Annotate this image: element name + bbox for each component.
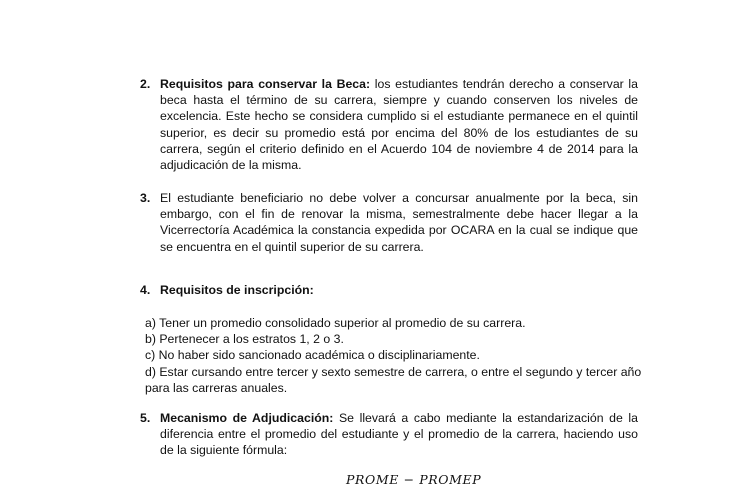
list-item: para las carreras anuales. bbox=[145, 380, 288, 395]
list-item: b) Pertenecer a los estratos 1, 2 o 3. bbox=[145, 332, 344, 347]
item-text: los estudiantes tendrán derecho a conservar la beca hasta el término de su carrera, siempre y cuando conserven los niveles de excelencia. Este hecho se considera cumplido si el estudiante permanece en el quintil superior, es decir su promedio está por encima del 80% de los estudiantes de su carrera, según el criterio definido en el Acuerdo 104 de noviembre 4 de 2014 para la adjudicación de la misma. bbox=[160, 77, 638, 173]
item-number: 2. bbox=[140, 77, 151, 91]
requirements-list bbox=[145, 315, 642, 396]
item-body bbox=[160, 410, 638, 459]
item-body bbox=[160, 76, 638, 173]
item-number: 5. bbox=[140, 411, 151, 425]
item-number: 4. bbox=[140, 283, 151, 297]
formula: PROME − PROMEP bbox=[346, 472, 482, 487]
item-5 bbox=[140, 410, 639, 459]
list-item: a) Tener un promedio consolidado superior al promedio de su carrera. bbox=[145, 316, 526, 330]
item-2 bbox=[140, 76, 638, 173]
item-number: 3. bbox=[140, 191, 151, 205]
item-3 bbox=[140, 190, 638, 255]
list-item: d) Estar cursando entre tercer y sexto semestre de carrera, o entre el segundo y tercer año bbox=[145, 364, 642, 379]
item-4 bbox=[140, 282, 638, 298]
item-text: El estudiante beneficiario no debe volver a concursar anualmente por la beca, sin embargo, con el fin de renovar la misma, semestralmente debe hacer llegar a la Vicerrectoría Académica la constancia expedida por OCARA en la cual se indique que se encuentra en el quintil superior de su carrera. bbox=[160, 191, 638, 254]
list-item: c) No haber sido sancionado académica o disciplinariamente. bbox=[145, 348, 480, 363]
item-title: Mecanismo de Adjudicación: bbox=[160, 411, 334, 425]
item-title: Requisitos para conservar la Beca: bbox=[160, 77, 371, 91]
item-title: Requisitos de inscripción: bbox=[160, 283, 314, 297]
item-text: Se llevará a cabo mediante la estandarización de la diferencia entre el promedio del estudiante y el promedio de la carrera, haciendo uso de la siguiente fórmula: bbox=[160, 411, 639, 458]
